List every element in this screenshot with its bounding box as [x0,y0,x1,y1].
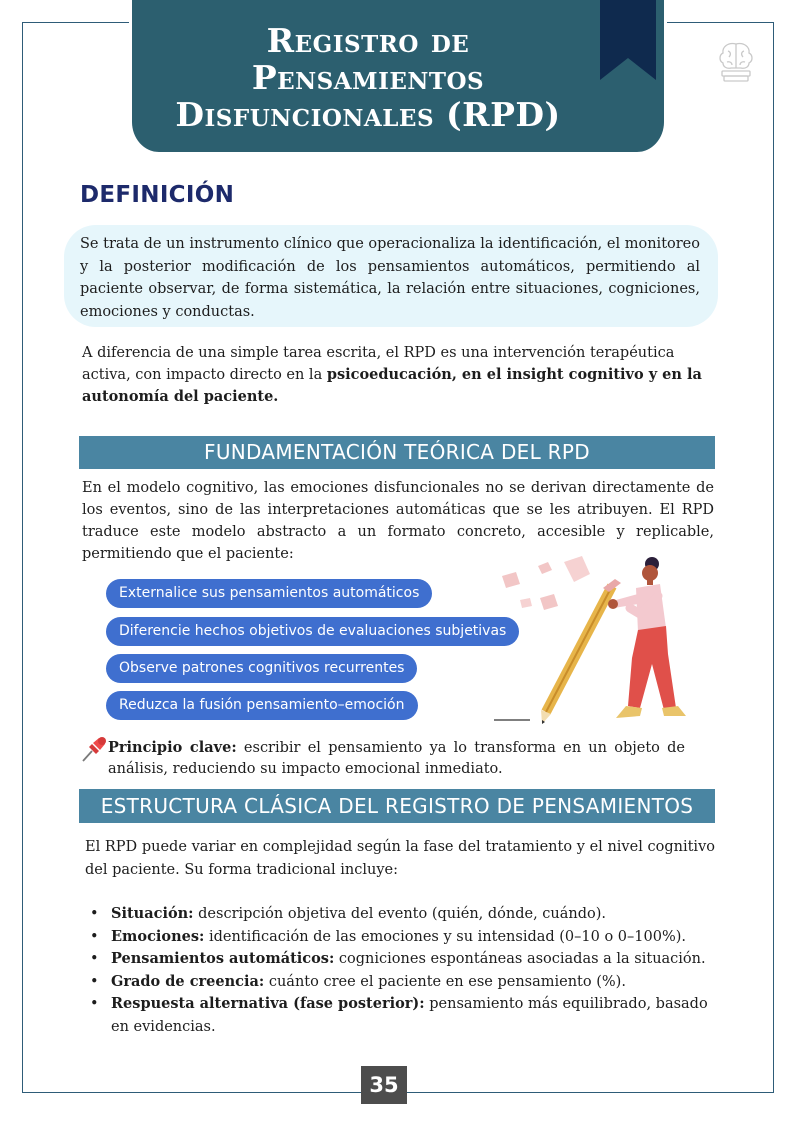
principio-label: Principio clave: [108,739,237,756]
pill-diferencie: Diferencie hechos objetivos de evaluaciones subjetivas [106,617,519,646]
fundamentacion-text: En el modelo cognitivo, las emociones disfuncionales no se derivan directamente de los eventos, sino de las interpretaciones automáticas que se les atribuyen. El RPD traduce este modelo abstracto a un formato concreto, accesible y replicable, permitiendo que el paciente: [82,480,714,562]
principio-text: escribir el pensamiento ya lo transforma en un objeto de análisis, reduciendo su impacto emocional inmediato. [108,740,685,777]
definition-text: Se trata de un instrumento clínico que operacionaliza la identificación, el monitoreo y la posterior modificación de los pensamientos automáticos, permitiendo al paciente observar, de forma sistemática, la relación entre situaciones, cogniciones, emociones y conductas. [80,236,700,320]
list-item: • Grado de creencia: cuánto cree el paciente en ese pensamiento (%). [90,972,626,990]
page-title [132,22,604,133]
title-line-1: Registro de [266,21,470,60]
brain-books-icon [716,40,756,84]
item-label: Grado de creencia: [111,972,265,990]
estructura-text: El RPD puede variar en complejidad según la fase del tratamiento y el nivel cognitivo del paciente. Su forma tradicional incluye: [85,839,715,878]
item-label: Situación: [111,905,194,922]
list-item: • Respuesta alternativa (fase posterior): pensamiento más equilibrado, basado en evidencias. [90,995,708,1035]
fundamentacion-heading: FUNDAMENTACIÓN TEÓRICA DEL RPD [79,436,715,469]
rpd-intro-paragraph [82,342,712,408]
pushpin-icon [79,734,109,764]
person-with-pencil-illustration [490,548,700,728]
item-text: descripción objetiva del evento (quién, dónde, cuándo). [193,906,607,922]
list-item: • Situación: descripción objetiva del evento (quién, dónde, cuándo). [90,905,607,922]
estructura-list [88,903,718,1038]
bookmark-icon [600,0,656,80]
item-label: Respuesta alternativa (fase posterior): [111,995,425,1012]
title-line-2: Pensamientos [251,58,485,97]
list-item: • Pensamientos automáticos: cogniciones espontáneas asociadas a la situación. [90,950,706,967]
item-text: pensamiento más equilibrado, basado en evidencias. [111,996,708,1035]
pill-reduzca: Reduzca la fusión pensamiento–emoción [106,691,418,720]
principio-clave [108,737,685,780]
item-text: cogniciones espontáneas asociadas a la situación. [334,951,706,967]
pill-observe: Observe patrones cognitivos recurrentes [106,654,417,683]
estructura-heading: ESTRUCTURA CLÁSICA DEL REGISTRO DE PENSAMIENTOS [79,789,715,823]
item-label: Emociones: [111,927,205,945]
rpd-intro-text: A diferencia de una simple tarea escrita, el RPD es una intervención terapéutica activa, con impacto directo en la [82,345,675,383]
rpd-intro-bold: psicoeducación, en el insight cognitivo y en la autonomía del paciente. [82,366,702,405]
title-line-3: Disfuncionales (RPD) [175,95,561,134]
definicion-heading: DEFINICIÓN [80,182,235,208]
item-text: cuánto cree el paciente en ese pensamiento (%). [264,973,626,990]
page-number: 35 [361,1066,407,1104]
title-banner [129,0,667,152]
item-text: identificación de las emociones y su intensidad (0–10 o 0–100%). [204,928,687,945]
pill-externalice: Externalice sus pensamientos automáticos [106,579,432,608]
item-label: Pensamientos automáticos: [111,950,335,967]
list-item: • Emociones: identificación de las emociones y su intensidad (0–10 o 0–100%). [90,927,687,945]
